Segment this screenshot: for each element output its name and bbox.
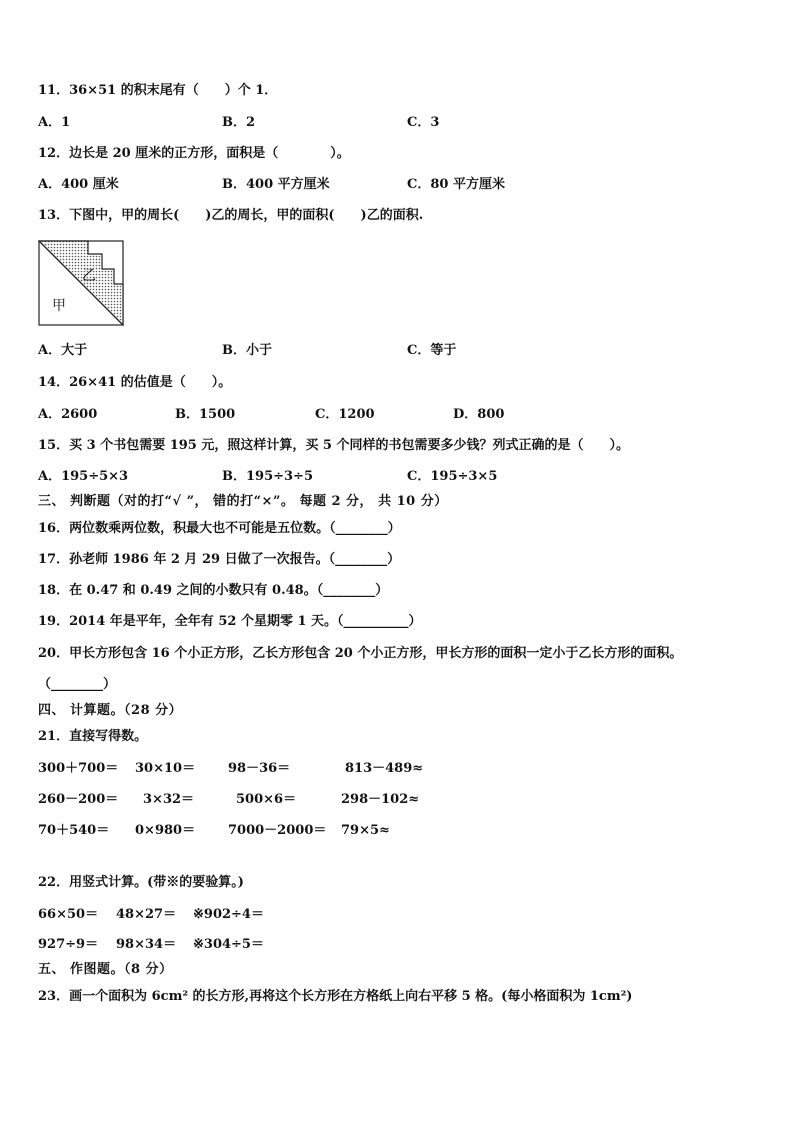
q12-option-b: B．400 平方厘米 (222, 177, 330, 192)
q21-r1-c4: 813－489≈ (345, 761, 424, 776)
q21-r2-c3: 500×6＝ (236, 792, 297, 807)
q21-r3-c2: 0×980＝ (135, 823, 196, 838)
q11-option-c: C．3 (407, 115, 440, 130)
q14-stem: 14．26×41 的估值是（ ）。 (38, 375, 232, 390)
section-4-heading: 四、 计算题。（28 分） (38, 703, 183, 718)
q12-stem: 12．边长是 20 厘米的正方形，面积是（ ）。 (38, 146, 350, 161)
q11-option-a: A．1 (38, 115, 71, 130)
q15-option-c: C．195÷3×5 (407, 469, 498, 484)
q21-stem: 21．直接写得数。 (38, 729, 148, 744)
q11-option-b: B．2 (222, 115, 256, 130)
q21-r1-c2: 30×10＝ (135, 761, 196, 776)
q22-r1-c2: 48×27＝ (116, 907, 177, 922)
q14-option-d: D．800 (453, 407, 505, 422)
q13-figure (38, 240, 128, 332)
label-jia: 甲 (52, 298, 66, 314)
q22-r1-c1: 66×50＝ (38, 907, 99, 922)
q13-stem: 13．下图中，甲的周长( )乙的周长，甲的面积( )乙的面积. (38, 208, 424, 223)
q14-option-b: B．1500 (175, 407, 236, 422)
q11-stem: 11．36×51 的积末尾有（ ）个 1． (38, 83, 278, 98)
q21-r1-c3: 98－36＝ (228, 761, 291, 776)
q23: 23．画一个面积为 6cm² 的长方形,再将这个长方形在方格纸上向右平移 5 格。(每小格面积为 1cm²) (38, 989, 633, 1004)
q20-line-2: （________） (38, 677, 117, 692)
q22-r2-c3: ※304÷5＝ (193, 937, 264, 952)
section-3-heading: 三、 判断题（对的打“√ ”， 错的打“×”。 每题 2 分， 共 10 分） (38, 494, 448, 509)
q21-r2-c1: 260－200＝ (38, 792, 119, 807)
q13-option-b: B．小于 (222, 343, 272, 358)
q20-line-1: 20．甲长方形包含 16 个小正方形，乙长方形包含 20 个小正方形，甲长方形的面积一定小于乙长方形的面积。 (38, 646, 683, 661)
q15-stem: 15．买 3 个书包需要 195 元，照这样计算，买 5 个同样的书包需要多少钱？列式正确的是（ ）。 (38, 438, 629, 453)
q21-r3-c1: 70＋540＝ (38, 823, 110, 838)
q18: 18．在 0.47 和 0.49 之间的小数只有 0.48。（________） (38, 583, 389, 598)
q22-stem: 22．用竖式计算。(带※的要验算。) (38, 875, 244, 890)
q21-r1-c1: 300＋700＝ (38, 761, 119, 776)
q12-option-a: A．400 厘米 (38, 177, 119, 192)
q15-option-b: B．195÷3÷5 (222, 469, 314, 484)
q21-r2-c4: 298－102≈ (341, 792, 420, 807)
q14-option-c: C．1200 (315, 407, 375, 422)
q22-r1-c3: ※902÷4＝ (193, 907, 264, 922)
q15-option-a: A．195÷5×3 (38, 469, 129, 484)
q16: 16．两位数乘两位数，积最大也不可能是五位数。（________） (38, 521, 401, 536)
q22-r2-c1: 927÷9＝ (38, 937, 99, 952)
q21-r2-c2: 3×32＝ (143, 792, 195, 807)
q21-r3-c4: 79×5≈ (341, 823, 390, 838)
q12-option-c: C．80 平方厘米 (407, 177, 505, 192)
section-5-heading: 五、 作图题。（8 分） (38, 962, 173, 977)
q14-option-a: A．2600 (38, 407, 98, 422)
q17: 17．孙老师 1986 年 2 月 29 日做了一次报告。（________） (38, 552, 401, 567)
q13-option-a: A．大于 (38, 343, 88, 358)
label-yi: 乙 (82, 268, 96, 284)
q19: 19．2014 年是平年，全年有 52 个星期零 1 天。（__________） (38, 614, 422, 629)
q22-r2-c2: 98×34＝ (116, 937, 177, 952)
square-figure (38, 240, 128, 328)
q13-option-c: C．等于 (407, 343, 457, 358)
q21-r3-c3: 7000－2000＝ (228, 823, 327, 838)
